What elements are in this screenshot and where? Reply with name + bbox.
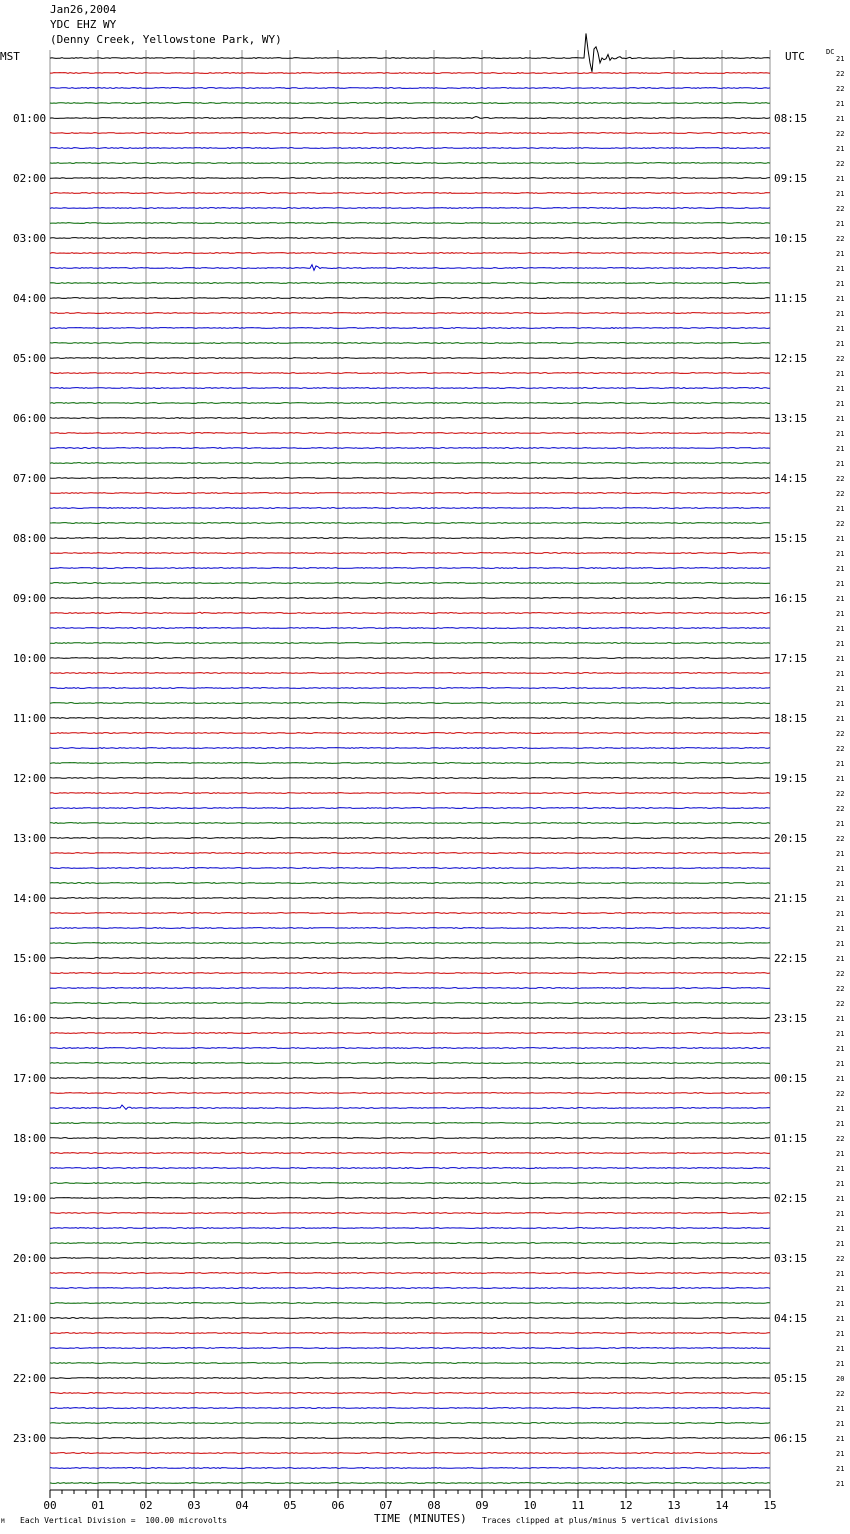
trace-gain-value: 21 xyxy=(836,1480,845,1488)
station-location: (Denny Creek, Yellowstone Park, WY) xyxy=(50,33,282,46)
hour-label-utc: 06:15 xyxy=(774,1432,808,1445)
hour-label-utc: 20:15 xyxy=(774,832,808,845)
trace-line xyxy=(50,1468,770,1469)
plot-date: Jan26,2004 xyxy=(50,3,117,16)
trace-gain-value: 22 xyxy=(836,1000,845,1008)
hour-label-mst: 16:00 xyxy=(13,1012,47,1025)
trace-line xyxy=(50,1288,770,1289)
x-tick-label: 08 xyxy=(427,1499,441,1512)
trace-line xyxy=(50,808,770,809)
trace-gain-value: 21 xyxy=(836,1270,845,1278)
x-tick-label: 05 xyxy=(283,1499,297,1512)
trace-gain-value: 21 xyxy=(836,430,845,438)
trace-gain-value: 21 xyxy=(836,1240,845,1248)
trace-gain-value: 21 xyxy=(836,625,845,633)
trace-line xyxy=(50,433,770,434)
trace-line xyxy=(50,763,770,764)
hour-label-mst: 23:00 xyxy=(13,1432,47,1445)
trace-line xyxy=(50,838,770,839)
trace-line xyxy=(50,612,770,613)
trace-line xyxy=(50,493,770,494)
trace-gain-value: 21 xyxy=(836,295,845,303)
trace-gain-value: 21 xyxy=(836,565,845,573)
trace-line xyxy=(50,1153,770,1154)
trace-line xyxy=(50,1423,770,1424)
trace-gain-value: 22 xyxy=(836,160,845,168)
trace-gain-value: 21 xyxy=(836,115,845,123)
hour-label-utc: 22:15 xyxy=(774,952,808,965)
trace-gain-value: 21 xyxy=(836,655,845,663)
hour-label-utc: 23:15 xyxy=(774,1012,808,1025)
trace-gain-value: 21 xyxy=(836,550,845,558)
trace-line xyxy=(50,1213,770,1214)
trace-line xyxy=(50,688,770,689)
trace-line xyxy=(50,748,770,749)
trace-gain-value: 21 xyxy=(836,1045,845,1053)
trace-line xyxy=(50,928,770,929)
trace-line xyxy=(50,1003,770,1004)
trace-line xyxy=(50,298,770,299)
trace-line xyxy=(50,673,770,674)
trace-line xyxy=(50,223,770,224)
trace-gain-value: 21 xyxy=(836,385,845,393)
scale-note: Each Vertical Division = 100.00 microvolts xyxy=(20,1516,228,1525)
corner-dc-label: DC xyxy=(826,48,835,56)
hour-label-mst: 03:00 xyxy=(13,232,47,245)
trace-line xyxy=(50,208,770,209)
hour-label-utc: 03:15 xyxy=(774,1252,808,1265)
left-timezone-label: MST xyxy=(0,50,20,63)
trace-gain-value: 21 xyxy=(836,670,845,678)
x-tick-label: 00 xyxy=(43,1499,57,1512)
right-timezone-label: UTC xyxy=(785,50,805,63)
hour-label-utc: 17:15 xyxy=(774,652,808,665)
trace-line xyxy=(50,898,770,899)
hour-label-utc: 04:15 xyxy=(774,1312,808,1325)
hour-label-mst: 19:00 xyxy=(13,1192,47,1205)
trace-line xyxy=(50,523,770,524)
trace-gain-value: 22 xyxy=(836,520,845,528)
trace-line xyxy=(50,823,770,824)
x-tick-label: 14 xyxy=(715,1499,729,1512)
trace-line xyxy=(50,163,770,164)
hour-label-utc: 13:15 xyxy=(774,412,808,425)
trace-line xyxy=(50,1273,770,1274)
trace-line xyxy=(50,388,770,389)
trace-gain-value: 21 xyxy=(836,580,845,588)
hour-label-mst: 06:00 xyxy=(13,412,47,425)
trace-gain-value: 22 xyxy=(836,490,845,498)
x-tick-label: 13 xyxy=(667,1499,681,1512)
trace-gain-value: 21 xyxy=(836,925,845,933)
trace-line xyxy=(50,643,770,644)
trace-line xyxy=(50,88,770,89)
x-tick-label: 07 xyxy=(379,1499,393,1512)
trace-line xyxy=(50,598,770,599)
trace-gain-value: 22 xyxy=(836,835,845,843)
trace-line xyxy=(50,178,770,179)
hour-label-utc: 19:15 xyxy=(774,772,808,785)
trace-gain-value: 21 xyxy=(836,595,845,603)
trace-gain-value: 21 xyxy=(836,325,845,333)
hour-label-utc: 05:15 xyxy=(774,1372,808,1385)
trace-line xyxy=(50,1018,770,1019)
trace-gain-value: 21 xyxy=(836,610,845,618)
x-tick-label: 04 xyxy=(235,1499,249,1512)
trace-line xyxy=(50,1303,770,1304)
trace-line xyxy=(50,733,770,734)
trace-line xyxy=(50,1093,770,1094)
trace-line xyxy=(50,1243,770,1244)
hour-label-utc: 16:15 xyxy=(774,592,808,605)
trace-line xyxy=(50,148,770,149)
trace-line xyxy=(50,913,770,914)
trace-line xyxy=(50,868,770,869)
trace-gain-value: 21 xyxy=(836,1030,845,1038)
trace-line xyxy=(50,703,770,704)
trace-line xyxy=(50,973,770,974)
clip-note: Traces clipped at plus/minus 5 vertical divisions xyxy=(482,1516,719,1525)
trace-gain-value: 21 xyxy=(836,1450,845,1458)
trace-line xyxy=(50,1438,770,1439)
hour-label-mst: 17:00 xyxy=(13,1072,47,1085)
trace-line xyxy=(50,988,770,989)
trace-line xyxy=(50,133,770,134)
hour-label-utc: 11:15 xyxy=(774,292,808,305)
hour-label-utc: 02:15 xyxy=(774,1192,808,1205)
hour-label-utc: 09:15 xyxy=(774,172,808,185)
trace-gain-value: 21 xyxy=(836,1360,845,1368)
trace-line xyxy=(50,1183,770,1184)
trace-gain-value: 21 xyxy=(836,370,845,378)
hour-label-utc: 12:15 xyxy=(774,352,808,365)
trace-gain-value: 21 xyxy=(836,760,845,768)
trace-gain-value: 22 xyxy=(836,205,845,213)
hour-label-mst: 12:00 xyxy=(13,772,47,785)
trace-gain-value: 22 xyxy=(836,970,845,978)
trace-gain-value: 21 xyxy=(836,895,845,903)
hour-label-utc: 10:15 xyxy=(774,232,808,245)
hour-label-mst: 13:00 xyxy=(13,832,47,845)
trace-gain-value: 21 xyxy=(836,1330,845,1338)
trace-gain-value: 21 xyxy=(836,1105,845,1113)
trace-gain-value: 21 xyxy=(836,1210,845,1218)
trace-line xyxy=(50,117,770,119)
trace-line xyxy=(50,718,770,719)
trace-gain-value: 21 xyxy=(836,880,845,888)
x-tick-label: 09 xyxy=(475,1499,489,1512)
trace-gain-value: 21 xyxy=(836,715,845,723)
hour-label-mst: 08:00 xyxy=(13,532,47,545)
trace-gain-value: 21 xyxy=(836,100,845,108)
trace-line xyxy=(50,568,770,569)
trace-line xyxy=(50,793,770,794)
x-tick-label: 03 xyxy=(187,1499,201,1512)
trace-gain-value: 21 xyxy=(836,1165,845,1173)
trace-gain-value: 21 xyxy=(836,175,845,183)
x-tick-label: 10 xyxy=(523,1499,537,1512)
trace-gain-value: 22 xyxy=(836,85,845,93)
trace-gain-value: 21 xyxy=(836,940,845,948)
hour-label-mst: 01:00 xyxy=(13,112,47,125)
hour-label-mst: 22:00 xyxy=(13,1372,47,1385)
corner-mark: M xyxy=(1,1518,5,1525)
trace-line xyxy=(50,853,770,854)
trace-gain-value: 21 xyxy=(836,445,845,453)
trace-gain-value: 21 xyxy=(836,910,845,918)
trace-gain-value: 22 xyxy=(836,130,845,138)
trace-gain-value: 21 xyxy=(836,145,845,153)
trace-gain-value: 22 xyxy=(836,805,845,813)
hour-label-mst: 11:00 xyxy=(13,712,47,725)
trace-line xyxy=(50,283,770,284)
trace-line xyxy=(50,583,770,584)
hour-label-utc: 08:15 xyxy=(774,112,808,125)
trace-gain-value: 21 xyxy=(836,1285,845,1293)
trace-gain-value: 21 xyxy=(836,55,845,63)
trace-gain-value: 21 xyxy=(836,190,845,198)
trace-gain-value: 22 xyxy=(836,475,845,483)
trace-line xyxy=(50,1063,770,1064)
hour-label-mst: 20:00 xyxy=(13,1252,47,1265)
hour-label-utc: 15:15 xyxy=(774,532,808,545)
x-tick-label: 01 xyxy=(91,1499,105,1512)
x-tick-label: 15 xyxy=(763,1499,777,1512)
hour-label-mst: 15:00 xyxy=(13,952,47,965)
trace-gain-value: 22 xyxy=(836,355,845,363)
trace-line xyxy=(50,1105,770,1109)
trace-line xyxy=(50,778,770,779)
trace-gain-value: 21 xyxy=(836,850,845,858)
trace-line xyxy=(50,343,770,344)
trace-gain-value: 21 xyxy=(836,415,845,423)
trace-gain-value: 21 xyxy=(836,1075,845,1083)
trace-gain-value: 22 xyxy=(836,790,845,798)
trace-gain-value: 22 xyxy=(836,745,845,753)
trace-gain-value: 21 xyxy=(836,1345,845,1353)
trace-gain-value: 21 xyxy=(836,1120,845,1128)
trace-gain-value: 21 xyxy=(836,865,845,873)
trace-line xyxy=(50,1483,770,1484)
hour-label-utc: 14:15 xyxy=(774,472,808,485)
trace-line xyxy=(50,1333,770,1334)
trace-line xyxy=(50,1348,770,1349)
trace-line xyxy=(50,508,770,509)
trace-line xyxy=(50,1078,770,1079)
trace-line xyxy=(50,628,770,629)
trace-gain-value: 21 xyxy=(836,400,845,408)
trace-line xyxy=(50,883,770,884)
trace-line xyxy=(50,538,770,539)
trace-gain-value: 22 xyxy=(836,985,845,993)
x-tick-label: 02 xyxy=(139,1499,153,1512)
trace-gain-value: 21 xyxy=(836,1405,845,1413)
x-tick-label: 12 xyxy=(619,1499,633,1512)
trace-gain-value: 22 xyxy=(836,1135,845,1143)
trace-gain-value: 22 xyxy=(836,235,845,243)
trace-line xyxy=(50,1408,770,1409)
trace-line xyxy=(50,238,770,239)
hour-label-mst: 02:00 xyxy=(13,172,47,185)
trace-gain-value: 20 xyxy=(836,1375,845,1383)
trace-line xyxy=(50,358,770,359)
trace-gain-value: 21 xyxy=(836,535,845,543)
trace-gain-value: 22 xyxy=(836,1390,845,1398)
trace-gain-value: 21 xyxy=(836,505,845,513)
trace-line xyxy=(50,33,770,71)
hour-label-mst: 04:00 xyxy=(13,292,47,305)
trace-line xyxy=(50,328,770,329)
x-axis-title: TIME (MINUTES) xyxy=(374,1512,467,1525)
trace-line xyxy=(50,463,770,464)
hour-label-mst: 18:00 xyxy=(13,1132,47,1145)
trace-gain-value: 21 xyxy=(836,1195,845,1203)
trace-gain-value: 21 xyxy=(836,220,845,228)
trace-gain-value: 21 xyxy=(836,1315,845,1323)
trace-line xyxy=(50,418,770,419)
hour-label-mst: 07:00 xyxy=(13,472,47,485)
trace-gain-value: 21 xyxy=(836,1420,845,1428)
trace-gain-value: 21 xyxy=(836,775,845,783)
hour-label-mst: 05:00 xyxy=(13,352,47,365)
trace-line xyxy=(50,1138,770,1139)
trace-line xyxy=(50,1123,770,1124)
hour-label-mst: 14:00 xyxy=(13,892,47,905)
hour-label-utc: 01:15 xyxy=(774,1132,808,1145)
trace-gain-value: 22 xyxy=(836,730,845,738)
trace-line xyxy=(50,313,770,314)
trace-gain-value: 21 xyxy=(836,250,845,258)
trace-line xyxy=(50,958,770,959)
x-tick-label: 11 xyxy=(571,1499,585,1512)
trace-gain-value: 21 xyxy=(836,700,845,708)
trace-gain-value: 21 xyxy=(836,685,845,693)
x-tick-label: 06 xyxy=(331,1499,345,1512)
trace-line xyxy=(50,448,770,449)
trace-line xyxy=(50,253,770,254)
station-code: YDC EHZ WY xyxy=(50,18,117,31)
trace-line xyxy=(50,1318,770,1319)
trace-gain-value: 21 xyxy=(836,460,845,468)
trace-line xyxy=(50,1168,770,1169)
trace-gain-value: 21 xyxy=(836,640,845,648)
trace-line xyxy=(50,373,770,374)
trace-line xyxy=(50,1453,770,1454)
hour-label-mst: 09:00 xyxy=(13,592,47,605)
trace-gain-value: 21 xyxy=(836,1180,845,1188)
trace-gain-value: 21 xyxy=(836,1225,845,1233)
trace-line xyxy=(50,1033,770,1034)
trace-line xyxy=(50,193,770,194)
hour-label-utc: 00:15 xyxy=(774,1072,808,1085)
trace-line xyxy=(50,478,770,479)
trace-gain-value: 21 xyxy=(836,820,845,828)
trace-gain-value: 21 xyxy=(836,340,845,348)
hour-label-utc: 18:15 xyxy=(774,712,808,725)
trace-line xyxy=(50,265,770,271)
trace-line xyxy=(50,1048,770,1049)
hour-label-utc: 21:15 xyxy=(774,892,808,905)
trace-gain-value: 21 xyxy=(836,280,845,288)
trace-gain-value: 21 xyxy=(836,1435,845,1443)
hour-label-mst: 21:00 xyxy=(13,1312,47,1325)
trace-line xyxy=(50,103,770,104)
hour-label-mst: 10:00 xyxy=(13,652,47,665)
trace-line xyxy=(50,1378,770,1379)
trace-line xyxy=(50,1363,770,1364)
trace-line xyxy=(50,403,770,404)
trace-line xyxy=(50,658,770,659)
trace-line xyxy=(50,1228,770,1229)
trace-gain-value: 21 xyxy=(836,1015,845,1023)
trace-gain-value: 22 xyxy=(836,1090,845,1098)
trace-line xyxy=(50,73,770,74)
trace-line xyxy=(50,553,770,554)
trace-gain-value: 21 xyxy=(836,955,845,963)
trace-gain-value: 22 xyxy=(836,70,845,78)
trace-line xyxy=(50,1393,770,1394)
trace-gain-value: 21 xyxy=(836,265,845,273)
trace-line xyxy=(50,1198,770,1199)
trace-gain-value: 21 xyxy=(836,1150,845,1158)
trace-line xyxy=(50,943,770,944)
trace-gain-value: 21 xyxy=(836,310,845,318)
trace-gain-value: 21 xyxy=(836,1300,845,1308)
trace-gain-value: 21 xyxy=(836,1465,845,1473)
trace-gain-value: 21 xyxy=(836,1060,845,1068)
trace-line xyxy=(50,1258,770,1259)
trace-gain-value: 22 xyxy=(836,1255,845,1263)
